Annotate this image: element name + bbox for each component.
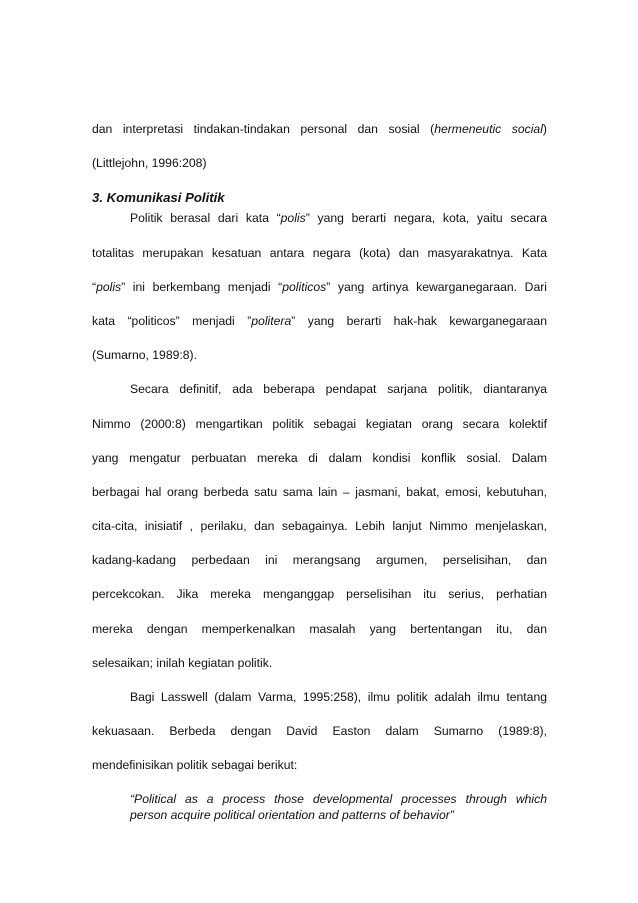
- text-line: totalitas merupakan kesatuan antara negara (kota) dan masyarakatnya. Kata: [92, 245, 547, 260]
- text-span: “: [92, 279, 97, 294]
- text-span: Politik berasal dari kata “: [130, 211, 281, 226]
- text-line: (Sumarno, 1989:8).: [92, 348, 198, 363]
- text-span: ” yang berarti hak-hak kewarganegaraan: [291, 313, 547, 328]
- text-line: [92, 209, 547, 228]
- page-body: [92, 120, 547, 823]
- section-heading: 3. Komunikasi Politik: [92, 190, 225, 206]
- italic-term: polis: [96, 279, 122, 294]
- text-span: kata “politicos” menjadi ”: [92, 313, 252, 328]
- text-line: mendefinisikan politik sebagai berikut:: [92, 758, 298, 773]
- text-line: kadang-kadang perbedaan ini merangsang argumen, perselisihan, dan: [92, 553, 547, 568]
- text-line: Secara definitif, ada beberapa pendapat sarjana politik, diantaranya: [130, 382, 547, 397]
- text-line: [92, 312, 547, 331]
- text-line: berbagai hal orang berbeda satu sama lain – jasmani, bakat, emosi, kebutuhan,: [92, 484, 547, 499]
- citation-text: (Littlejohn, 1996:208): [92, 156, 207, 171]
- text-span: dan interpretasi tindakan-tindakan personal dan sosial (: [92, 122, 435, 136]
- italic-term: polis: [280, 211, 306, 226]
- text-line: [92, 154, 547, 173]
- text-line: [92, 120, 547, 139]
- text-line: cita-cita, inisiatif , perilaku, dan sebagainya. Lebih lanjut Nimmo menjelaskan,: [92, 519, 547, 534]
- italic-term: politicos: [282, 279, 327, 294]
- text-line: Bagi Lasswell (dalam Varma, 1995:258), ilmu politik adalah ilmu tentang: [130, 690, 547, 704]
- block-quote: [92, 791, 547, 823]
- quote-line: “Political as a process those developmental processes through which: [130, 791, 547, 806]
- italic-term: hermeneutic social: [434, 122, 543, 136]
- text-span: ): [542, 122, 547, 136]
- text-line: [92, 278, 547, 297]
- text-span: ” yang artinya kewarganegaraan. Dari: [326, 279, 547, 294]
- text-line: selesaikan; inilah kegiatan politik.: [92, 655, 273, 670]
- text-line: mereka dengan memperkenalkan masalah yang bertentangan itu, dan: [92, 621, 547, 636]
- text-line: percekcokan. Jika mereka menganggap perselisihan itu serius, perhatian: [92, 587, 547, 602]
- text-line: Nimmo (2000:8) mengartikan politik sebagai kegiatan orang secara kolektif: [92, 416, 547, 431]
- italic-term: politera: [251, 313, 292, 328]
- text-line: kekuasaan. Berbeda dengan David Easton dalam Sumarno (1989:8),: [92, 724, 547, 739]
- text-line: yang mengatur perbuatan mereka di dalam kondisi konflik sosial. Dalam: [92, 450, 547, 465]
- text-span: ” ini berkembang menjadi “: [121, 279, 283, 294]
- quote-line: person acquire political orientation and patterns of behavior”: [130, 807, 454, 822]
- text-span: ” yang berarti negara, kota, yaitu secara: [305, 211, 547, 226]
